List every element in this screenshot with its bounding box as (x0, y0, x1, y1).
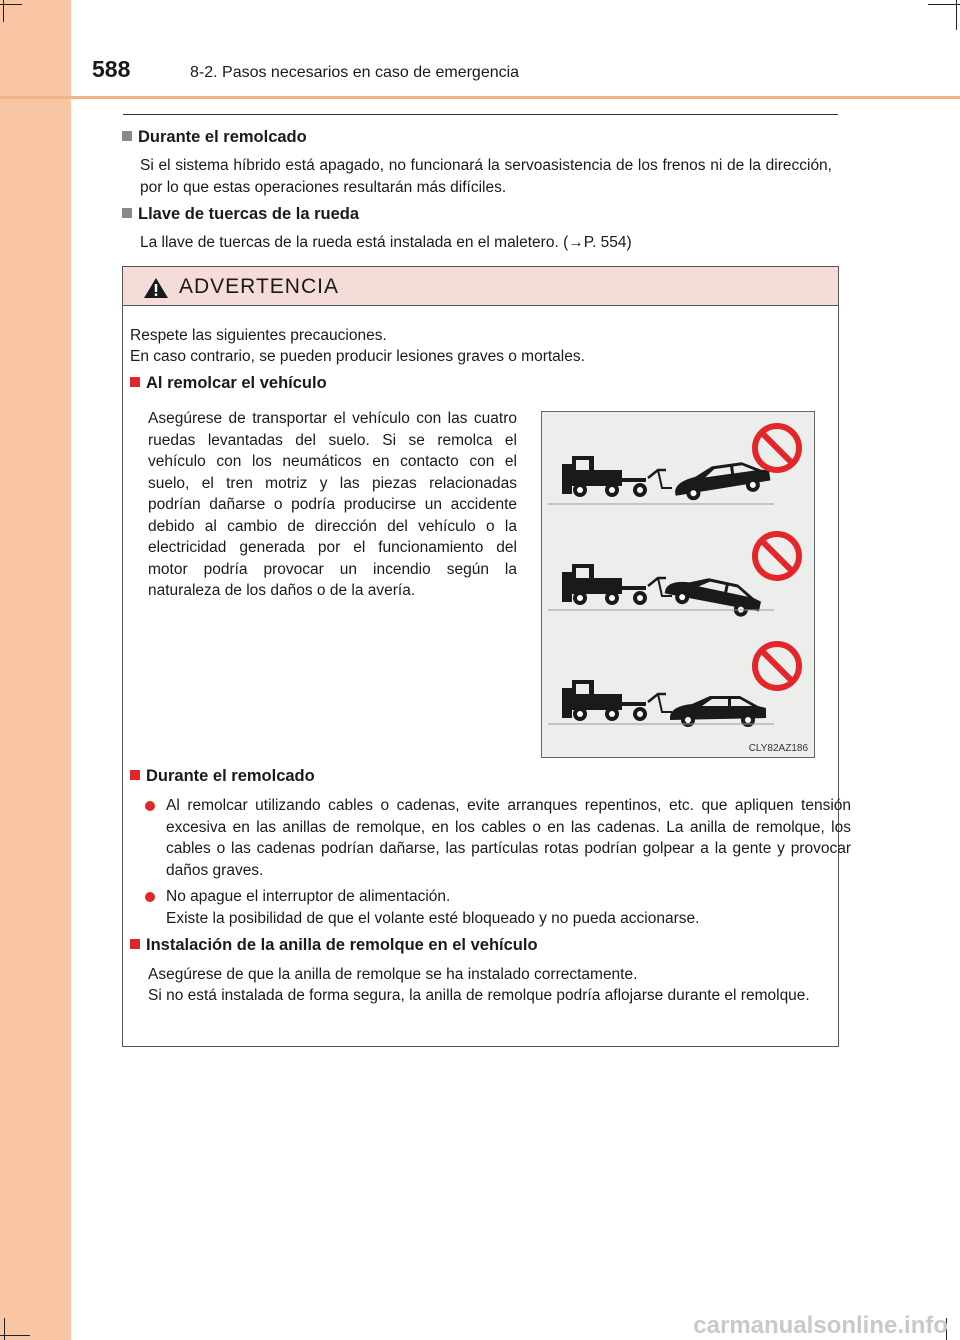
towing-eyelet-heading-label: Instalación de la anilla de remolque en el vehículo (146, 936, 538, 954)
warning-header (123, 267, 838, 306)
towing-eyelet-line2: Si no está instalada de forma segura, la anilla de remolque podría aflojarse durante el remolque. (148, 987, 810, 1004)
side-color-strip (0, 0, 71, 1340)
wrench-heading (122, 205, 359, 224)
square-bullet-icon (130, 939, 140, 949)
square-bullet-icon (122, 208, 132, 218)
square-bullet-icon (122, 131, 132, 141)
crop-mark (956, 0, 957, 30)
watermark: carmanualsonline.info (693, 1312, 948, 1339)
round-bullet-icon (145, 801, 155, 811)
during-towing-heading (130, 767, 315, 786)
section-title: 8-2. Pasos necesarios en caso de emergencia (190, 64, 520, 81)
bullet-power-switch-line2: Existe la posibilidad de que el volante esté bloqueado y no pueda accionarse. (166, 909, 700, 927)
wrench-heading-label: Llave de tuercas de la rueda (138, 205, 360, 223)
warning-intro-line1: Respete las siguientes precauciones. (130, 327, 387, 344)
towing-diagram (542, 412, 814, 742)
bullet-cables-text: Al remolcar utilizando cables o cadenas, evite arranques repentinos, etc. que apliquen tensión excesiva en las anillas de remolque, en los cables o en las cadenas. La anilla de remolque, los cables o las cadenas podrían dañarse, las partículas rotas podrían golpear a la gente y provocar daños graves. (166, 797, 851, 879)
towing-illustration (541, 411, 815, 758)
square-bullet-icon (130, 377, 140, 387)
during-towing-heading-label: Durante el remolcado (146, 767, 315, 785)
crop-mark (4, 1318, 5, 1340)
warning-intro-line2: En caso contrario, se pueden producir lesiones graves o mortales. (130, 348, 585, 365)
bullet-power-switch (145, 886, 851, 929)
crop-mark (3, 0, 4, 22)
warning-triangle-icon (143, 277, 169, 299)
warning-title: ADVERTENCIA (179, 275, 339, 298)
towing-heading (122, 128, 307, 147)
header-rule (0, 96, 960, 99)
page-number: 588 (92, 56, 131, 82)
towing-vehicle-heading-label: Al remolcar el vehículo (146, 374, 327, 392)
towing-eyelet-heading (130, 936, 538, 955)
wrench-text: La llave de tuercas de la rueda está instalada en el maletero. (→P. 554) (140, 234, 632, 251)
towing-vehicle-text: Asegúrese de transportar el vehículo con las cuatro ruedas levantadas del suelo. Si se remolca el vehículo con los neumáticos en contacto con el suelo, el tren motriz y las piezas relacionadas podrían dañarse o podría producirse un accidente debido al cambio de dirección del vehículo o la electricidad generada por el funcionamiento del motor podría provocar un incendio según la naturaleza de los daños o de la avería. (148, 410, 517, 599)
towing-heading-label: Durante el remolcado (138, 128, 307, 146)
content-rule (123, 114, 838, 115)
round-bullet-icon (145, 892, 155, 902)
towing-eyelet-line1: Asegúrese de que la anilla de remolque se ha instalado correctamente. (148, 966, 638, 983)
towing-text: Si el sistema híbrido está apagado, no funcionará la servoasistencia de los frenos ni de la dirección, por lo que estas operaciones resultarán más difíciles. (140, 157, 832, 196)
figure-code: CLY82AZ186 (748, 743, 808, 754)
square-bullet-icon (130, 770, 140, 780)
bullet-power-switch-line1: No apague el interruptor de alimentación. (166, 888, 451, 905)
bullet-cables (145, 795, 851, 881)
towing-vehicle-heading (130, 374, 327, 393)
